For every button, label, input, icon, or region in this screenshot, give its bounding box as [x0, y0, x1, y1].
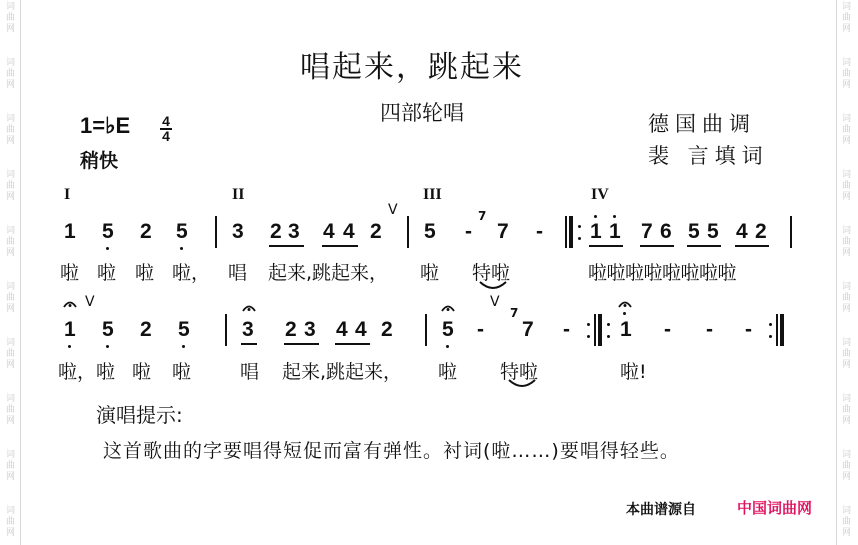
- watermark-char: 词: [6, 338, 16, 348]
- watermark-char: 曲: [6, 517, 16, 527]
- note: 6: [660, 220, 672, 243]
- fermata: [62, 298, 78, 308]
- eighth-underline: [241, 343, 257, 345]
- watermark-char: 词: [6, 114, 16, 124]
- watermark-char: 网: [6, 360, 16, 370]
- note: 1: [64, 318, 76, 341]
- left-border-line: [20, 0, 21, 545]
- barline: [225, 314, 227, 346]
- watermark-char: 网: [6, 472, 16, 482]
- watermark-char: 曲: [6, 405, 16, 415]
- lyric: 特啦: [500, 361, 539, 383]
- lyric: 啦!: [620, 361, 647, 383]
- note: 5: [442, 318, 454, 341]
- watermark-char: 网: [842, 24, 852, 34]
- eighth-underline: [335, 343, 370, 345]
- watermark-char: 网: [6, 80, 16, 90]
- lyric: 啦: [172, 361, 192, 383]
- source-label: 本曲谱源自: [626, 502, 696, 518]
- dash: -: [536, 220, 543, 243]
- repeat-bar-thick: [569, 216, 573, 248]
- grace-note: 7: [478, 209, 487, 223]
- watermark-char: 网: [6, 24, 16, 34]
- repeat-dot: [607, 335, 610, 338]
- watermark-char: 曲: [842, 125, 852, 135]
- song-title: 唱起来，跳起来: [300, 50, 524, 85]
- breath-mark: V: [388, 202, 398, 218]
- barline: [425, 314, 427, 346]
- low-octave-dot: [446, 345, 449, 348]
- low-octave-dot: [182, 345, 185, 348]
- watermark-char: 曲: [842, 293, 852, 303]
- watermark-char: 曲: [842, 461, 852, 471]
- repeat-dot: [769, 323, 772, 326]
- eighth-underline: [735, 245, 769, 247]
- watermark-char: 网: [842, 360, 852, 370]
- watermark-char: 曲: [6, 349, 16, 359]
- repeat-dot: [578, 237, 581, 240]
- eighth-underline: [284, 343, 319, 345]
- lyric: 特啦: [472, 262, 511, 284]
- note: 2: [370, 220, 382, 243]
- note: 5: [424, 220, 436, 243]
- repeat-bar-thick: [598, 314, 602, 346]
- low-octave-dot: [106, 247, 109, 250]
- note: 3: [304, 318, 316, 341]
- tempo-marking: 稍快: [80, 150, 119, 172]
- eighth-underline: [687, 245, 721, 247]
- watermark-char: 曲: [6, 237, 16, 247]
- watermark-char: 曲: [842, 181, 852, 191]
- watermark-char: 词: [842, 58, 852, 68]
- section-label-1: I: [64, 186, 71, 203]
- note: 7: [641, 220, 653, 243]
- watermark-char: 网: [842, 528, 852, 538]
- hint-text: 这首歌曲的字要唱得短促而富有弹性。衬词(啦……)要唱得轻些。: [103, 440, 680, 462]
- lyric: 啦: [135, 262, 155, 284]
- note: 5: [688, 220, 700, 243]
- lyric: 啦: [60, 262, 80, 284]
- dash: -: [664, 318, 671, 341]
- dash: -: [563, 318, 570, 341]
- time-signature: 4 4: [158, 115, 174, 143]
- watermark-char: 曲: [842, 13, 852, 23]
- repeat-dot: [578, 225, 581, 228]
- fermata: [440, 302, 456, 312]
- low-octave-dot: [106, 345, 109, 348]
- watermark-char: 词: [6, 170, 16, 180]
- lyric: 啦: [438, 361, 458, 383]
- lyric: 啦: [420, 262, 440, 284]
- watermark-char: 曲: [842, 237, 852, 247]
- lyric: 唱: [228, 262, 248, 284]
- watermark-char: 词: [842, 394, 852, 404]
- note: 3: [288, 220, 300, 243]
- fermata: [241, 302, 257, 312]
- watermark-char: 网: [842, 80, 852, 90]
- watermark-char: 曲: [842, 517, 852, 527]
- watermark-char: 词: [842, 506, 852, 516]
- watermark-char: 词: [842, 282, 852, 292]
- final-bar-thick: [780, 314, 784, 346]
- note: 5: [176, 220, 188, 243]
- lyric: 啦: [97, 262, 117, 284]
- composer-credit: 德国曲调: [648, 112, 756, 136]
- note: 2: [140, 220, 152, 243]
- note: 3: [242, 318, 254, 341]
- dash: -: [465, 220, 472, 243]
- final-bar-thin: [776, 314, 778, 346]
- note: 2: [381, 318, 393, 341]
- section-label-4: IV: [591, 186, 609, 203]
- watermark-char: 曲: [842, 405, 852, 415]
- eighth-underline: [269, 245, 304, 247]
- note: 7: [522, 318, 534, 341]
- watermark-char: 网: [6, 416, 16, 426]
- note: 5: [707, 220, 719, 243]
- barline: [215, 216, 217, 248]
- watermark-char: 词: [842, 114, 852, 124]
- watermark-char: 网: [6, 136, 16, 146]
- dash: -: [706, 318, 713, 341]
- high-octave-dot: [594, 215, 597, 218]
- watermark-char: 网: [842, 192, 852, 202]
- watermark-char: 网: [6, 192, 16, 202]
- lyricist-credit: 裴 言填词: [648, 144, 769, 168]
- watermark-char: 曲: [6, 125, 16, 135]
- right-border-line: [836, 0, 837, 545]
- note: 2: [755, 220, 767, 243]
- watermark-char: 曲: [6, 69, 16, 79]
- note: 7: [497, 220, 509, 243]
- lyric: 啦啦啦啦啦啦啦啦: [588, 262, 737, 284]
- watermark-char: 曲: [842, 69, 852, 79]
- note: 5: [102, 318, 114, 341]
- lyric: 啦，啦: [58, 361, 116, 383]
- high-octave-dot: [623, 312, 626, 315]
- low-octave-dot: [180, 247, 183, 250]
- repeat-bar-thin: [565, 216, 567, 248]
- watermark-char: 网: [842, 136, 852, 146]
- note: 1: [609, 220, 621, 243]
- source-site-link[interactable]: 中国词曲网: [737, 499, 813, 517]
- watermark-char: 词: [842, 226, 852, 236]
- eighth-underline: [589, 245, 623, 247]
- fermata: [617, 298, 633, 308]
- watermark-char: 网: [6, 528, 16, 538]
- watermark-char: 词: [842, 170, 852, 180]
- watermark-char: 词: [6, 58, 16, 68]
- repeat-bar-thin: [594, 314, 596, 346]
- grace-note: 7: [510, 306, 519, 320]
- watermark-char: 词: [6, 226, 16, 236]
- breath-mark: V: [490, 294, 500, 310]
- watermark-char: 词: [6, 282, 16, 292]
- watermark-char: 曲: [842, 349, 852, 359]
- hint-heading: 演唱提示:: [96, 403, 183, 427]
- breath-mark: V: [85, 294, 95, 310]
- note: 4: [336, 318, 348, 341]
- low-octave-dot: [68, 345, 71, 348]
- watermark-char: 网: [842, 304, 852, 314]
- barline: [407, 216, 409, 248]
- note: 1: [620, 318, 632, 341]
- dash: -: [477, 318, 484, 341]
- watermark-char: 曲: [6, 293, 16, 303]
- watermark-char: 词: [842, 338, 852, 348]
- watermark-char: 曲: [6, 181, 16, 191]
- watermark-char: 词: [6, 394, 16, 404]
- high-octave-dot: [613, 215, 616, 218]
- watermark-char: 词: [6, 2, 16, 12]
- watermark-char: 词: [842, 2, 852, 12]
- watermark-char: 网: [6, 248, 16, 258]
- eighth-underline: [640, 245, 674, 247]
- watermark-char: 词: [842, 450, 852, 460]
- note: 4: [343, 220, 355, 243]
- eighth-underline: [322, 245, 358, 247]
- lyric: 起来,跳起来，: [282, 361, 403, 383]
- lyric: 啦，: [172, 262, 211, 284]
- watermark-char: 网: [842, 248, 852, 258]
- note: 4: [323, 220, 335, 243]
- watermark-char: 网: [842, 472, 852, 482]
- watermark-char: 词: [6, 506, 16, 516]
- section-label-3: III: [423, 186, 442, 203]
- note: 5: [102, 220, 114, 243]
- note: 2: [270, 220, 282, 243]
- watermark-char: 曲: [6, 461, 16, 471]
- dash: -: [745, 318, 752, 341]
- lyric: 起来,跳起来，: [268, 262, 389, 284]
- lyric: 啦: [132, 361, 152, 383]
- note: 4: [736, 220, 748, 243]
- repeat-dot: [607, 323, 610, 326]
- watermark-char: 网: [842, 416, 852, 426]
- note: 2: [140, 318, 152, 341]
- note: 1: [64, 220, 76, 243]
- lyric: 唱: [240, 361, 260, 383]
- key-signature: 1=♭E: [80, 113, 131, 138]
- note: 2: [285, 318, 297, 341]
- repeat-dot: [769, 335, 772, 338]
- subtitle: 四部轮唱: [380, 101, 464, 125]
- note: 4: [355, 318, 367, 341]
- watermark-char: 网: [6, 304, 16, 314]
- repeat-dot: [587, 335, 590, 338]
- watermark-char: 曲: [6, 13, 16, 23]
- note: 1: [590, 220, 602, 243]
- barline: [790, 216, 792, 248]
- watermark-char: 词: [6, 450, 16, 460]
- repeat-dot: [587, 323, 590, 326]
- note: 5: [178, 318, 190, 341]
- section-label-2: II: [232, 186, 245, 203]
- note: 3: [232, 220, 244, 243]
